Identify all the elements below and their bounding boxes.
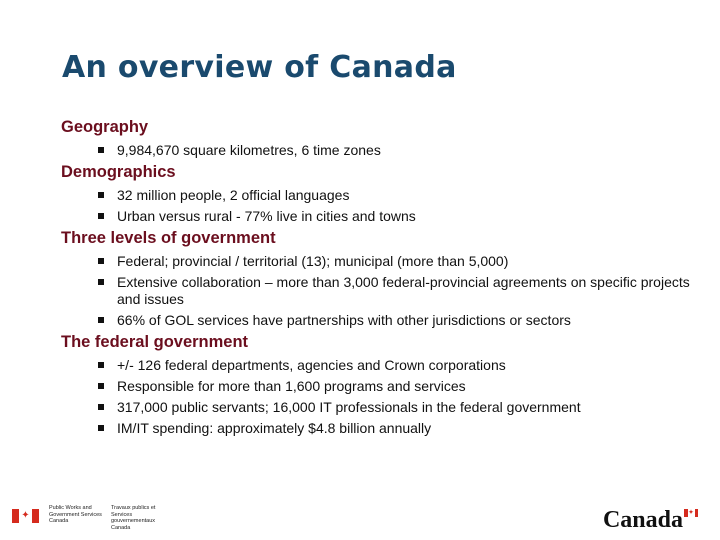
bullet-text: 66% of GOL services have partnerships with other jurisdictions or sectors <box>117 312 571 328</box>
bullet-text: Responsible for more than 1,600 programs and services <box>117 378 466 394</box>
list-item <box>61 187 701 204</box>
wordmark-text: Canada <box>602 507 683 533</box>
bullet-list <box>61 357 701 437</box>
list-item <box>61 378 701 395</box>
list-item <box>61 142 701 159</box>
section-heading: Three levels of government <box>61 229 276 247</box>
square-bullet-icon <box>98 258 104 264</box>
bullet-text: IM/IT spending: approximately $4.8 billion annually <box>117 420 432 436</box>
canada-flag-icon: ✦ <box>12 509 39 523</box>
square-bullet-icon <box>98 147 104 153</box>
bullet-text: 9,984,670 square kilometres, 6 time zones <box>117 142 381 158</box>
department-name-en: Public Works and Government Services Canada <box>49 505 102 524</box>
page-title: An overview of Canada <box>62 50 457 85</box>
list-item <box>61 274 701 308</box>
square-bullet-icon <box>98 317 104 323</box>
square-bullet-icon <box>98 192 104 198</box>
section-federal-government <box>61 331 701 437</box>
square-bullet-icon <box>98 362 104 368</box>
list-item <box>61 399 701 416</box>
section-heading: Demographics <box>61 163 176 181</box>
square-bullet-icon <box>98 213 104 219</box>
bullet-list <box>61 142 701 159</box>
square-bullet-icon <box>98 279 104 285</box>
bullet-text: 32 million people, 2 official languages <box>117 187 350 203</box>
list-item <box>61 208 701 225</box>
bullet-list <box>61 253 701 329</box>
section-heading: Geography <box>61 118 149 136</box>
list-item <box>61 357 701 374</box>
bullet-text: +/- 126 federal departments, agencies and Crown corporations <box>117 357 506 373</box>
wordmark-flag-icon: ✦ <box>684 509 698 517</box>
list-item <box>61 420 701 437</box>
bullet-text: Urban versus rural - 77% live in cities and towns <box>117 208 416 224</box>
department-signature <box>12 505 169 531</box>
bullet-text: Federal; provincial / territorial (13); municipal (more than 5,000) <box>117 253 509 269</box>
section-heading: The federal government <box>61 333 249 351</box>
section-geography <box>61 116 701 159</box>
section-demographics <box>61 161 701 225</box>
square-bullet-icon <box>98 425 104 431</box>
canada-wordmark <box>603 507 698 534</box>
list-item <box>61 312 701 329</box>
bullet-text: Extensive collaboration – more than 3,000 federal-provincial agreements on specific projects and issues <box>117 274 690 307</box>
section-three-levels <box>61 227 701 329</box>
list-item <box>61 253 701 270</box>
square-bullet-icon <box>98 404 104 410</box>
bullet-text: 317,000 public servants; 16,000 IT professionals in the federal government <box>117 399 581 415</box>
content-sections <box>61 116 701 439</box>
bullet-list <box>61 187 701 225</box>
square-bullet-icon <box>98 383 104 389</box>
department-name-fr: Travaux publics et Services gouvernementaux Canada <box>111 505 156 531</box>
